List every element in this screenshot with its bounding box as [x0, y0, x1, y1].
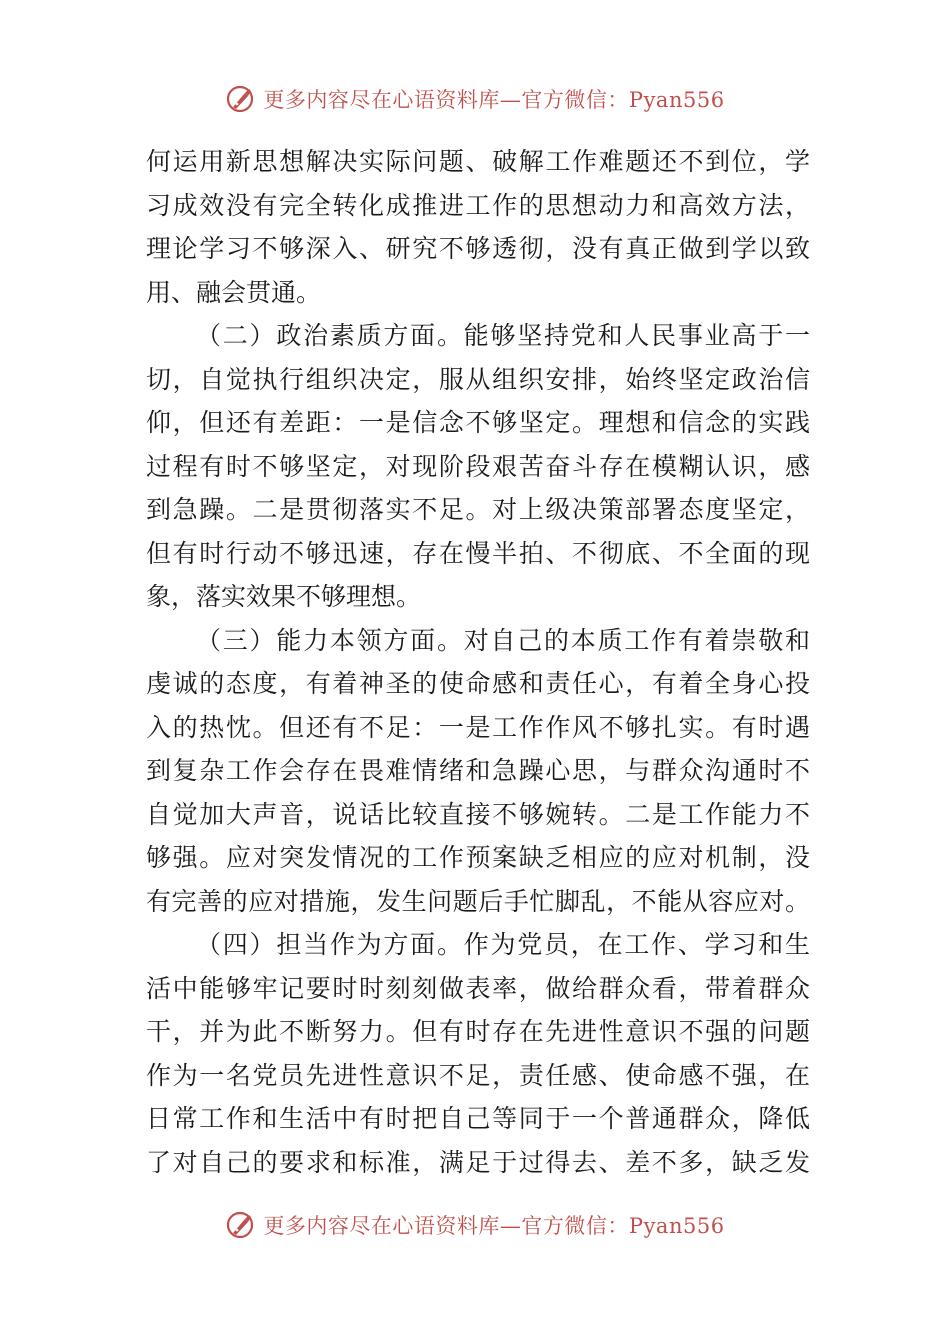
- body-line: 自觉加大声音，说话比较直接不够婉转。二是工作能力不: [146, 799, 810, 829]
- body-line: 切，自觉执行组织决定，服从组织安排，始终坚定政治信: [146, 364, 810, 394]
- section-heading-line: （二）政治素质方面。能够坚持党和人民事业高于一: [196, 321, 810, 350]
- body-line: 到复杂工作会存在畏难情绪和急躁心思，与群众沟通时不: [146, 756, 810, 785]
- body-line: 理论学习不够深入、研究不够透彻，没有真正做到学以致: [146, 234, 810, 263]
- body-line: 日常工作和生活中有时把自己等同于一个普通群众，降低: [146, 1104, 810, 1133]
- body-line: 虔诚的态度，有着神圣的使命感和责任心，有着全身心投: [146, 669, 810, 698]
- body-line: 干，并为此不断努力。但有时存在先进性意识不强的问题: [146, 1017, 810, 1046]
- footer-watermark-text: 更多内容尽在心语资料库—官方微信：Pyan556: [263, 1214, 725, 1238]
- body-line: 但有时行动不够迅速，存在慢半拍、不彻底、不全面的现: [146, 538, 810, 568]
- section-heading-line: （三）能力本领方面。对自己的本质工作有着崇敬和: [196, 625, 810, 655]
- pen-nib-logo-icon: [225, 84, 255, 114]
- body-line: 仰，但还有差距：一是信念不够坚定。理想和信念的实践: [146, 408, 810, 437]
- body-line: 了对自己的要求和标准，满足于过得去、差不多，缺乏发: [146, 1147, 810, 1177]
- body-line: 用、融会贯通。: [146, 277, 322, 307]
- section-heading-line: （四）担当作为方面。作为党员，在工作、学习和生: [196, 930, 810, 959]
- body-line: 活中能够牢记要时时刻刻做表率，做给群众看，带着群众: [146, 973, 810, 1003]
- body-line: 何运用新思想解决实际问题、破解工作难题还不到位，学: [146, 147, 810, 176]
- header-watermark: [0, 84, 950, 114]
- document-body: [146, 140, 810, 1184]
- body-line: 过程有时不够坚定，对现阶段艰苦奋斗存在模糊认识，感: [146, 451, 810, 481]
- body-line: 作为一名党员先进性意识不足，责任感、使命感不强，在: [146, 1060, 810, 1090]
- body-line: 入的热忱。但还有不足：一是工作作风不够扎实。有时遇: [146, 712, 810, 742]
- body-line: 象，落实效果不够理想。: [146, 582, 422, 611]
- body-line: 有完善的应对措施，发生问题后手忙脚乱，不能从容应对。: [146, 886, 810, 916]
- body-line: 到急躁。二是贯彻落实不足。对上级决策部署态度坚定，: [146, 495, 810, 524]
- body-line: 够强。应对突发情况的工作预案缺乏相应的应对机制，没: [146, 843, 810, 872]
- footer-watermark: [0, 1210, 950, 1240]
- body-line: 习成效没有完全转化成推进工作的思想动力和高效方法，: [146, 190, 810, 220]
- pen-nib-logo-icon: [225, 1210, 255, 1240]
- header-watermark-text: 更多内容尽在心语资料库—官方微信：Pyan556: [263, 88, 725, 112]
